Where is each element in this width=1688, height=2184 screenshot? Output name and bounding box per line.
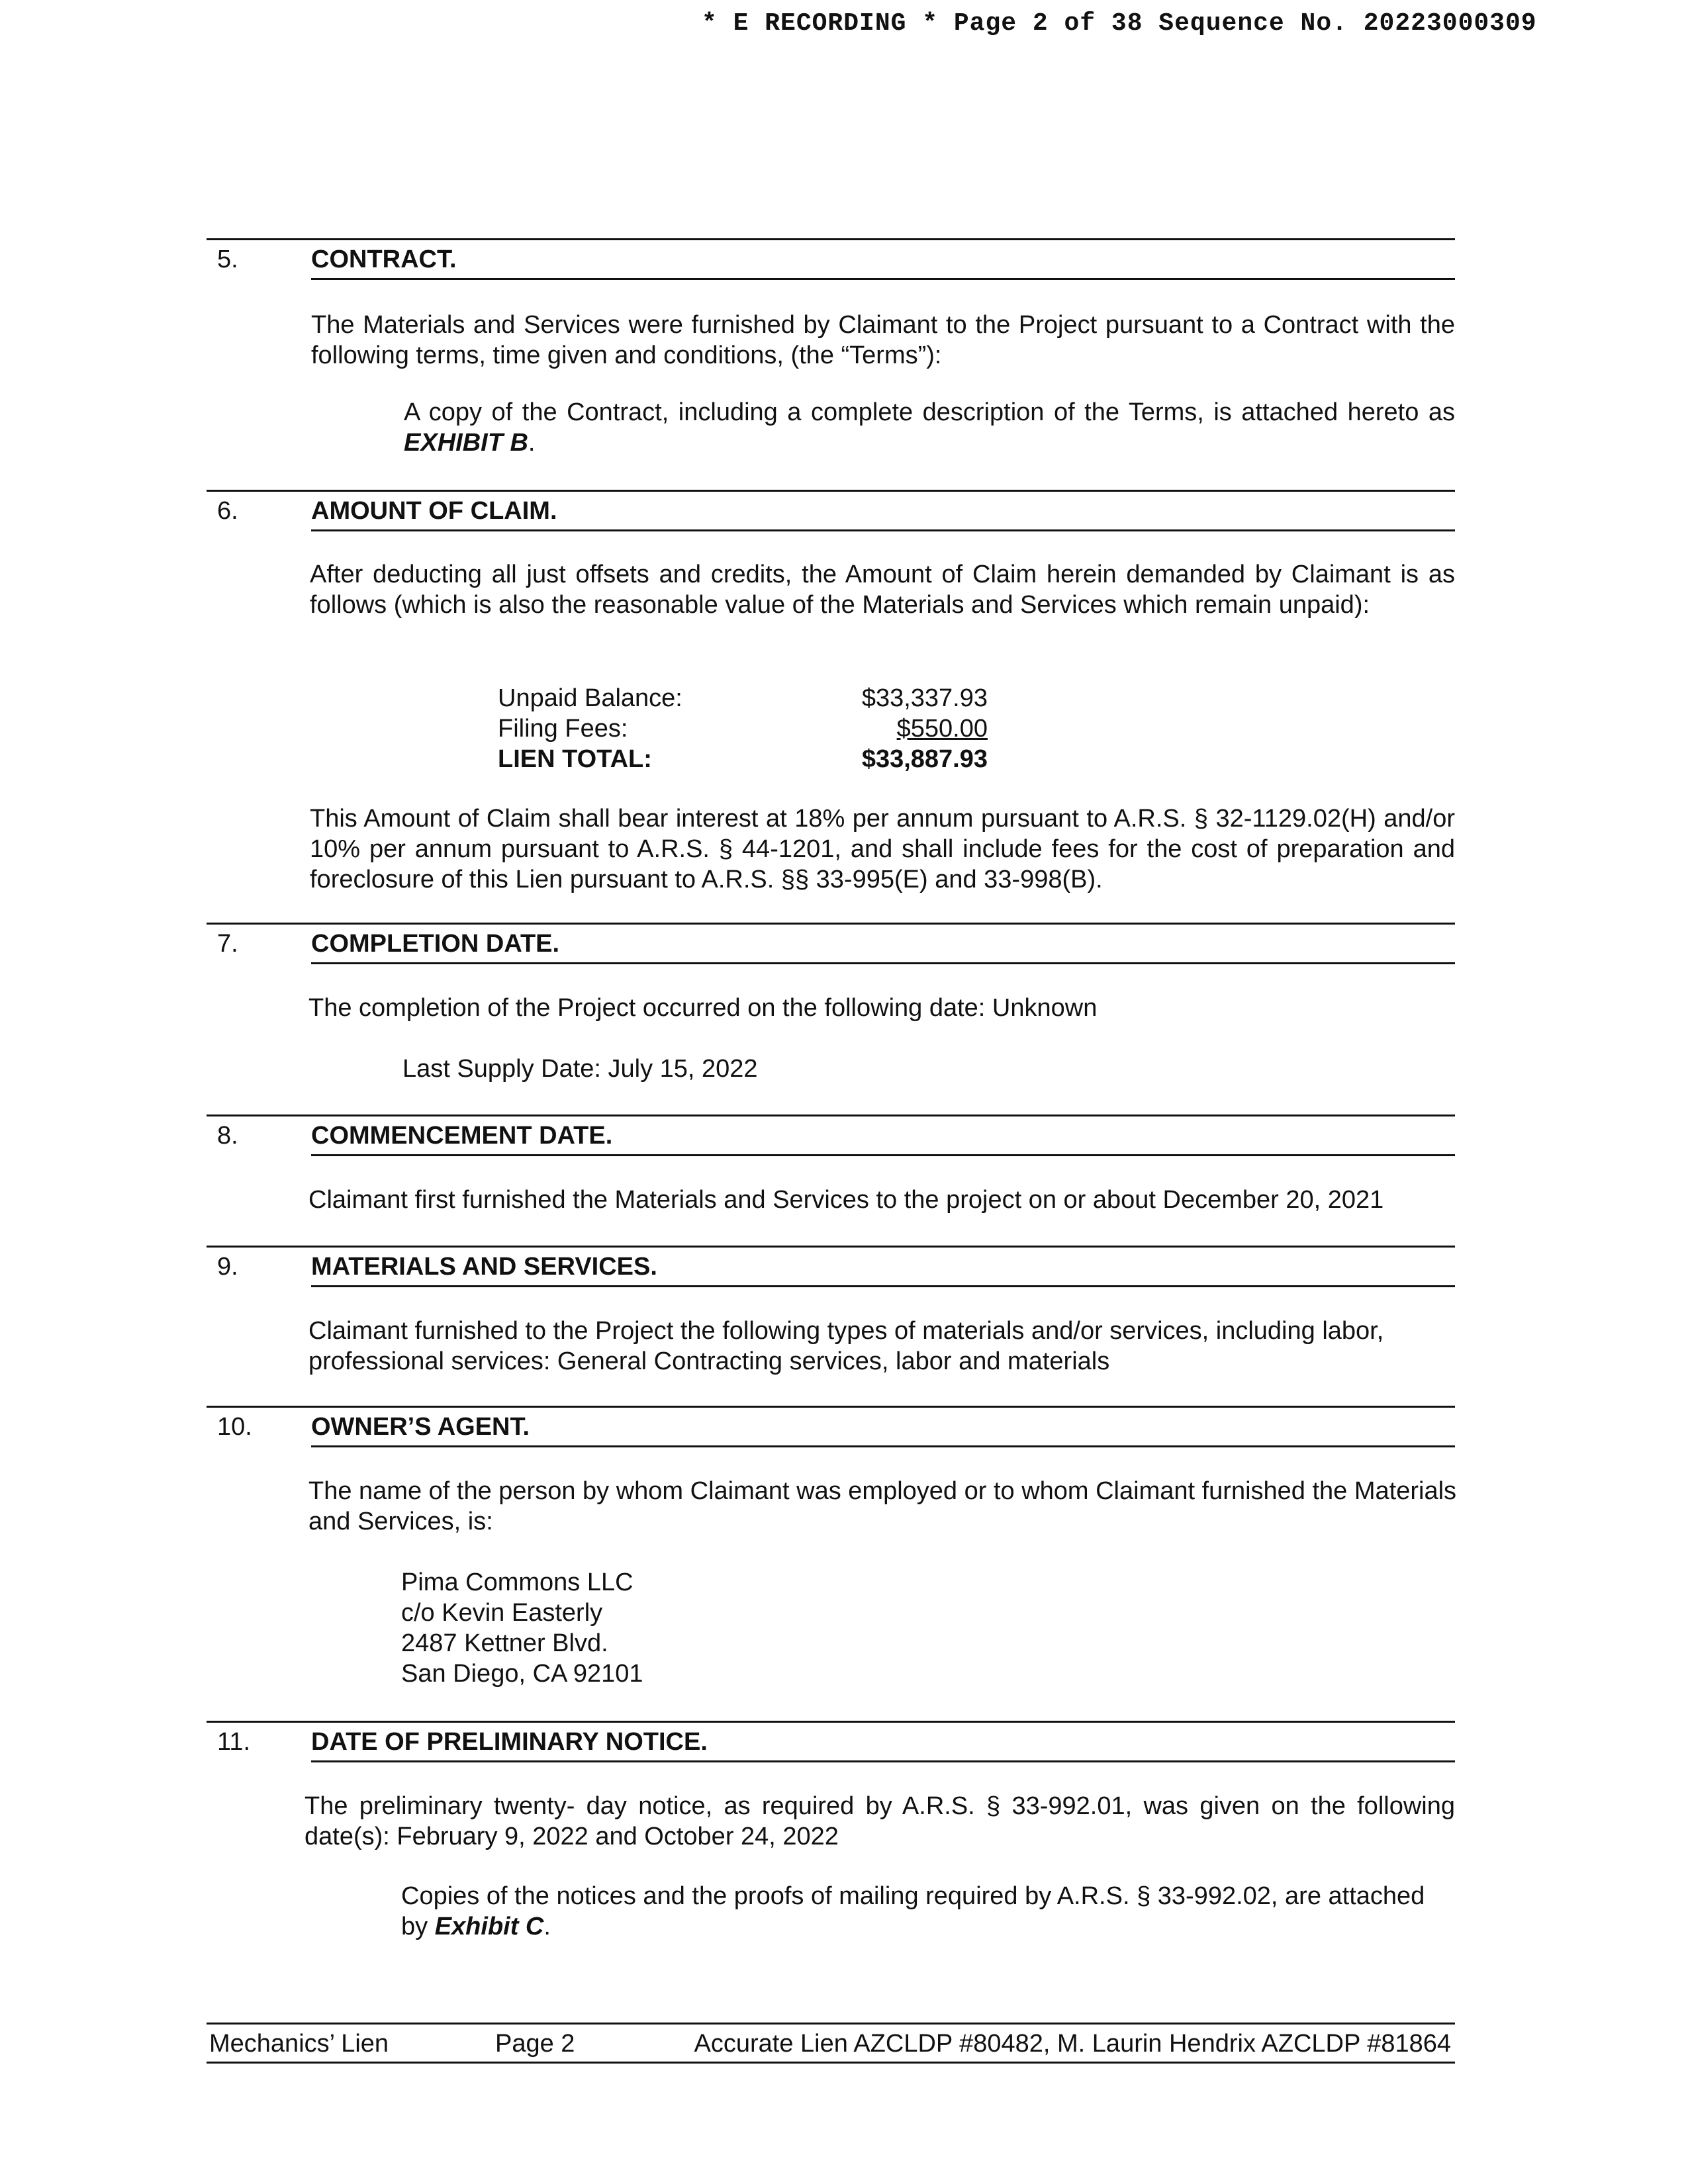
section-title: OWNER’S AGENT. <box>311 1413 1455 1447</box>
section-number: 11. <box>217 1728 251 1756</box>
notice-copies-paragraph <box>401 1881 1455 1942</box>
exhibit-text: A copy of the Contract, including a complete description of the Terms, is attached hereto as <box>404 398 1455 426</box>
amount-label: Unpaid Balance: <box>498 684 682 712</box>
footer-preparer: Accurate Lien AZCLDP #80482, M. Laurin Hendrix AZCLDP #81864 <box>694 2030 1451 2058</box>
section-title: DATE OF PRELIMINARY NOTICE. <box>311 1728 1455 1762</box>
amount-table <box>498 683 988 774</box>
amount-label: Filing Fees: <box>498 715 628 743</box>
section-completion-date <box>207 923 1455 961</box>
footer-page-label: Page 2 <box>495 2030 575 2058</box>
section-number: 7. <box>217 930 238 958</box>
section-number: 8. <box>217 1122 238 1150</box>
amount-row <box>498 713 988 744</box>
address-line: 2487 Kettner Blvd. <box>401 1629 608 1657</box>
owner-address-block <box>401 1567 643 1689</box>
section-preliminary-notice <box>207 1721 1455 1759</box>
section-commencement-date <box>207 1115 1455 1153</box>
contract-exhibit-paragraph <box>404 397 1455 458</box>
address-line: c/o Kevin Easterly <box>401 1599 603 1627</box>
exhibit-c-reference: Exhibit C <box>434 1913 544 1940</box>
section-number: 10. <box>217 1413 252 1441</box>
amount-value: $33,337.93 <box>861 684 988 712</box>
address-line: San Diego, CA 92101 <box>401 1660 643 1688</box>
owners-agent-paragraph: The name of the person by whom Claimant was employed or to whom Claimant furnished the Materials and Services, is: <box>308 1477 1457 1535</box>
section-owners-agent <box>207 1406 1455 1444</box>
section-number: 9. <box>217 1253 238 1281</box>
preliminary-notice-paragraph: The preliminary twenty- day notice, as required by A.R.S. § 33-992.01, was given on the following date(s): February 9, 2022 and October 24, 2022 <box>305 1792 1455 1850</box>
recording-header: * E RECORDING * Page 2 of 38 Sequence No. 20223000309 <box>702 9 1537 38</box>
section-contract <box>207 238 1455 277</box>
footer-doc-title: Mechanics’ Lien <box>209 2030 389 2058</box>
amount-label: LIEN TOTAL: <box>498 745 652 773</box>
section-amount-of-claim <box>207 490 1455 528</box>
exhibit-b-reference: EXHIBIT B <box>404 429 528 457</box>
section-number: 6. <box>217 497 238 525</box>
section-title: AMOUNT OF CLAIM. <box>311 497 1455 531</box>
contract-paragraph: The Materials and Services were furnished by Claimant to the Project pursuant to a Contract with the following terms, time given and conditions, (the “Terms”): <box>311 311 1455 369</box>
notice-copies-text: Copies of the notices and the proofs of mailing required by A.R.S. § 33-992.02, are attached by <box>401 1882 1425 1940</box>
amount-paragraph: After deducting all just offsets and credits, the Amount of Claim herein demanded by Claimant is as follows (which is also the reasonable value of the Materials and Services which remain unpaid): <box>310 561 1455 619</box>
commencement-paragraph: Claimant first furnished the Materials and Services to the project on or about December 20, 2021 <box>308 1186 1384 1214</box>
section-title: COMMENCEMENT DATE. <box>311 1122 1455 1156</box>
address-line: Pima Commons LLC <box>401 1569 633 1596</box>
amount-value: $550.00 <box>896 715 988 743</box>
period: . <box>528 429 536 457</box>
section-title: CONTRACT. <box>311 246 1455 280</box>
last-supply-date: Last Supply Date: July 15, 2022 <box>402 1055 758 1083</box>
materials-paragraph: Claimant furnished to the Project the following types of materials and/or services, including labor, professional services: General Contracting services, labor and materials <box>308 1317 1384 1375</box>
section-number: 5. <box>217 246 238 273</box>
interest-paragraph: This Amount of Claim shall bear interest at 18% per annum pursuant to A.R.S. § 32-1129.02(H) and/or 10% per annum pursuant to A.R.S. § 44-1201, and shall include fees for the cost of preparation and foreclosure of this Lien pursuant to A.R.S. §§ 33-995(E) and 33-998(B). <box>310 805 1455 893</box>
amount-row <box>498 744 988 774</box>
amount-row <box>498 683 988 713</box>
section-materials-and-services <box>207 1246 1455 1284</box>
period: . <box>543 1913 551 1940</box>
page-footer <box>207 2023 1455 2064</box>
completion-paragraph: The completion of the Project occurred on the following date: Unknown <box>308 994 1098 1022</box>
section-title: COMPLETION DATE. <box>311 930 1455 964</box>
amount-value: $33,887.93 <box>861 745 988 773</box>
section-title: MATERIALS AND SERVICES. <box>311 1253 1455 1287</box>
